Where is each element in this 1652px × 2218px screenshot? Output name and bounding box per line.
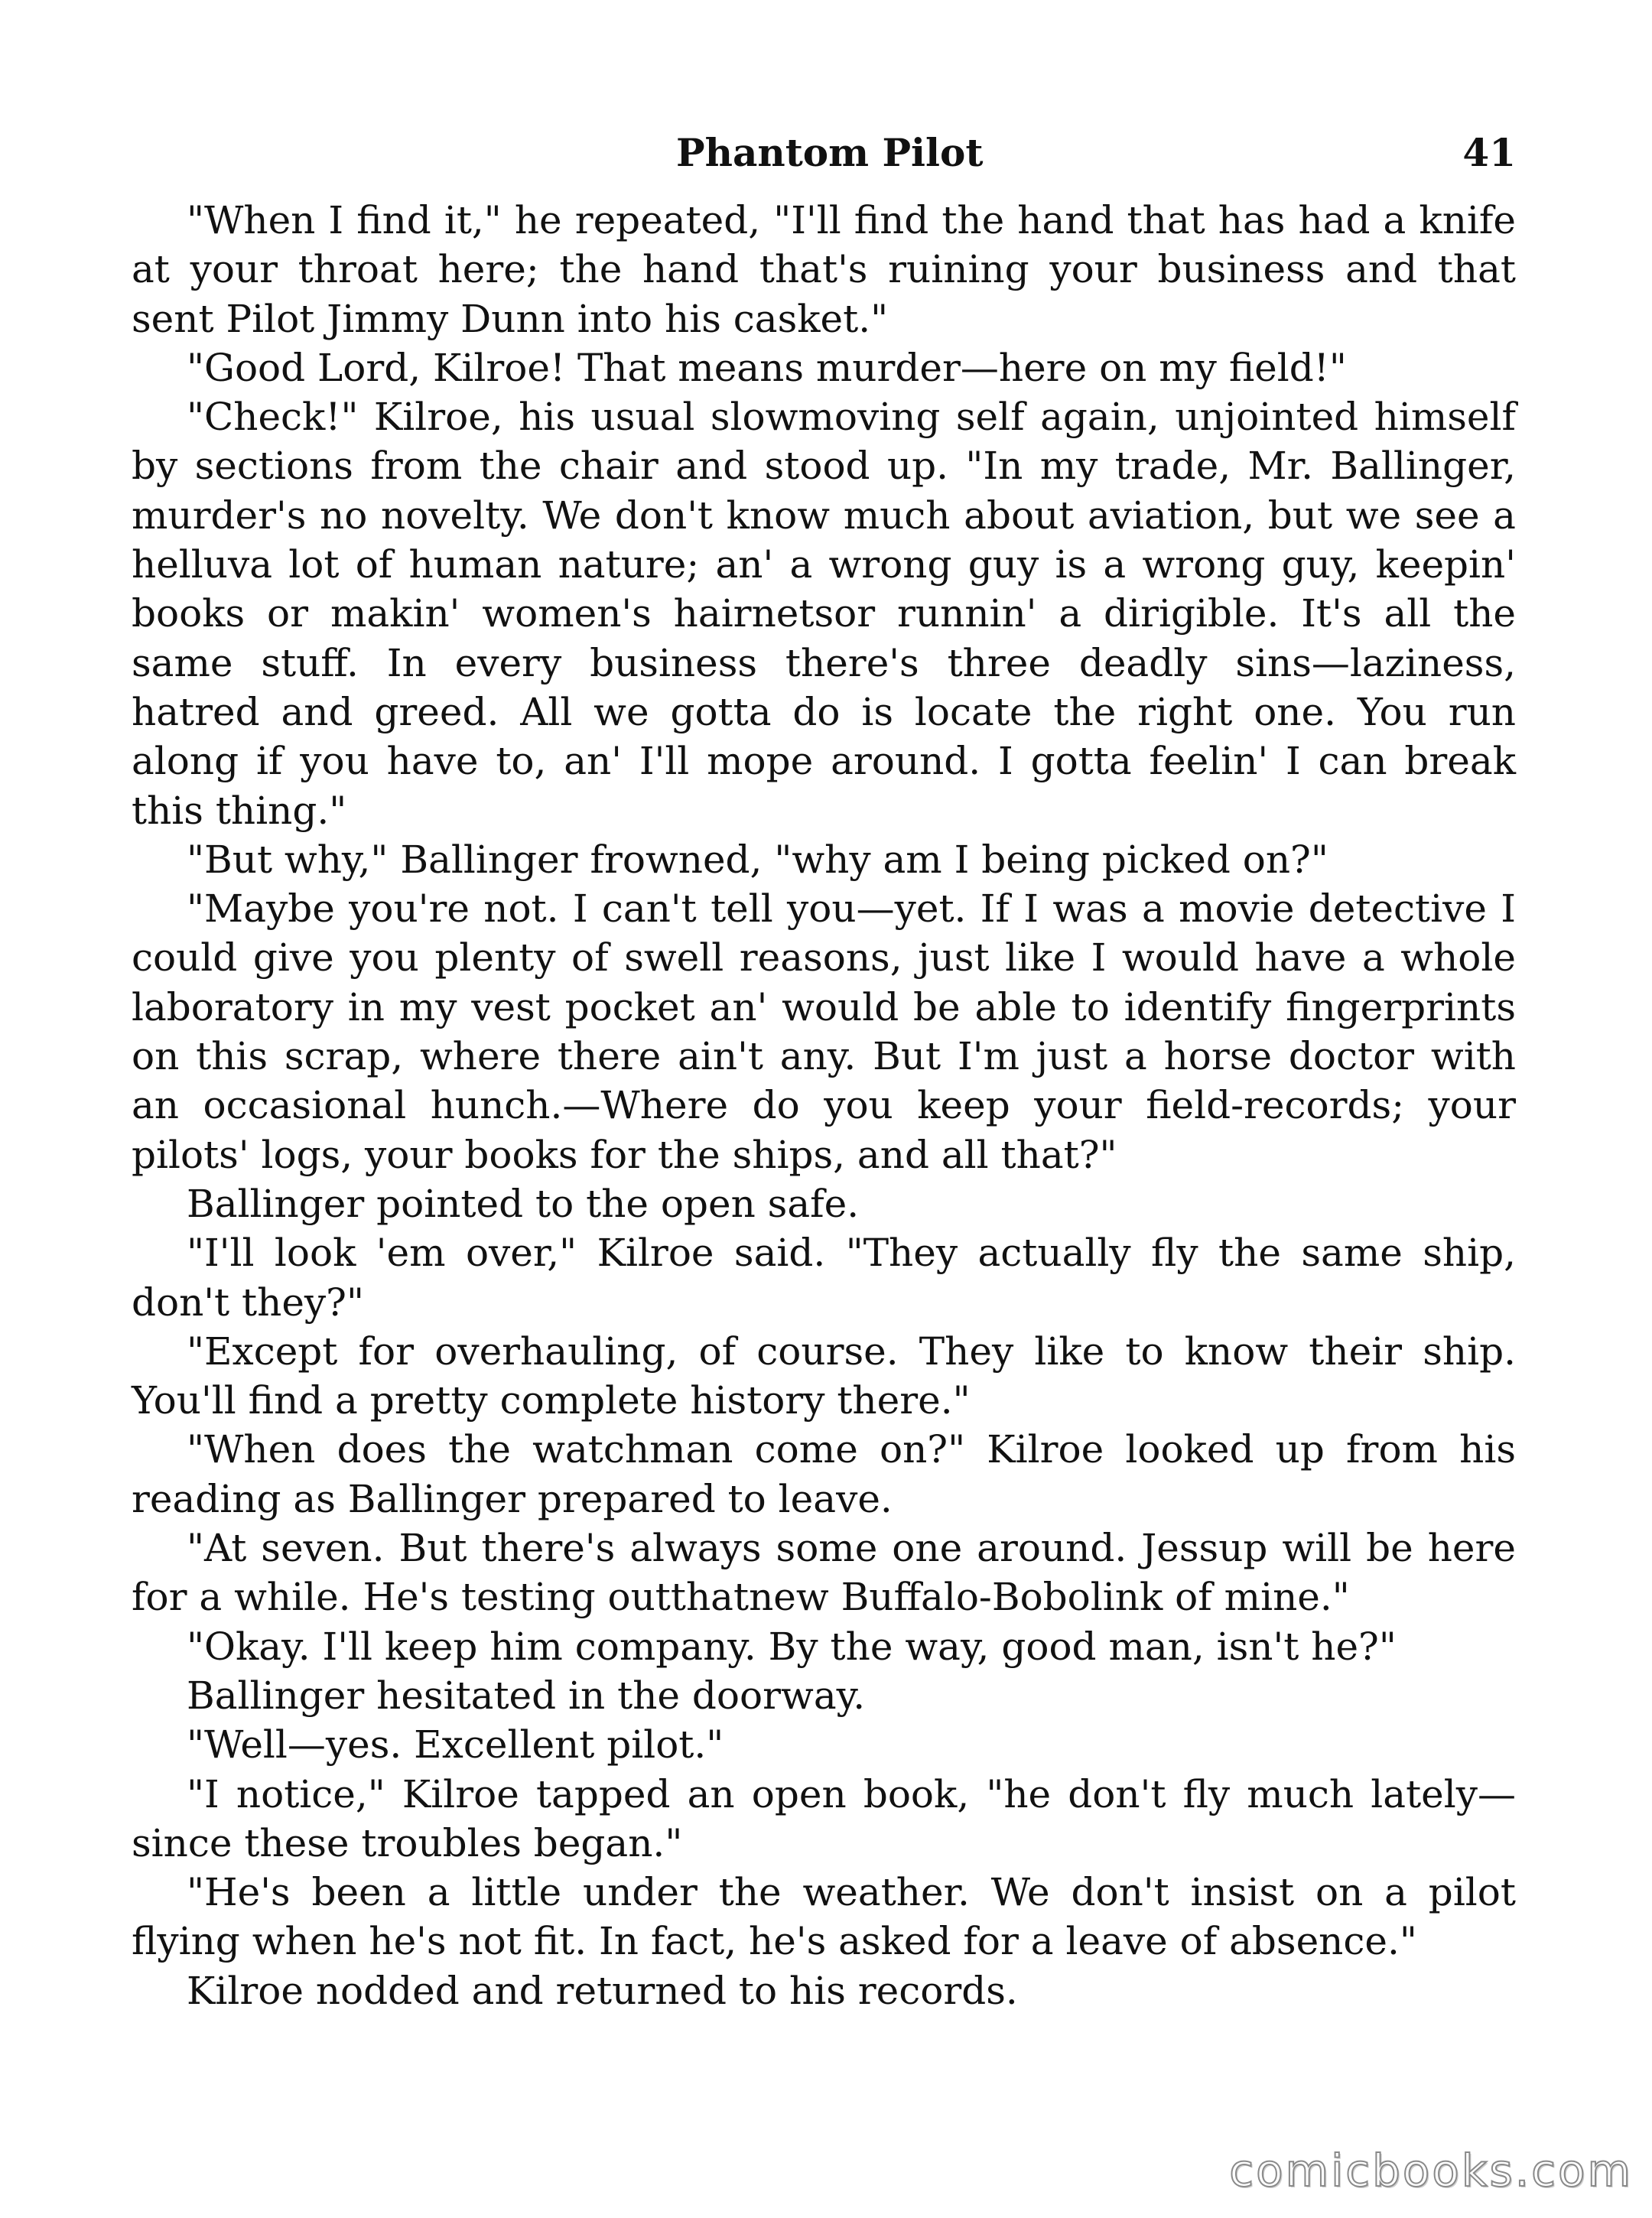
paragraph: "Check!" Kilroe, his usual slowmoving self again, unjointed himself by sections from the chair and stood up. "In my trade, Mr. Ballinger, murder's no novelty. We don't know much about aviation, but we see a helluva lot of human nature; an' a wrong guy is a wrong guy, keepin' books or makin' women's hairnetsor runnin' a dirigible. It's all the same stuff. In every business there's three deadly sins—laziness, hatred and greed. All we gotta do is locate the right one. You run along if you have to, an' I'll mope around. I gotta feelin' I can break this thing." xyxy=(132,395,1516,833)
paragraph: "But why," Ballinger frowned, "why am I being picked on?" xyxy=(187,837,1328,882)
paragraph: "I notice," Kilroe tapped an open book, "he don't fly much lately—since these troubles began." xyxy=(132,1771,1516,1865)
paragraph: "I'll look 'em over," Kilroe said. "They actually fly the same ship, don't they?" xyxy=(132,1231,1516,1325)
site-watermark: comicbooks.com xyxy=(1229,2145,1633,2197)
paragraph: "At seven. But there's always some one around. Jessup will be here for a while. He's testing outthatnew Buffalo-Bobolink of mine." xyxy=(132,1526,1516,1620)
paragraph: Ballinger pointed to the open safe. xyxy=(187,1181,860,1226)
paragraph: "He's been a little under the weather. We don't insist on a pilot flying when he's not fit. In fact, he's asked for a leave of absence." xyxy=(132,1870,1516,1964)
paragraph: Ballinger hesitated in the doorway. xyxy=(187,1673,866,1718)
running-title: Phantom Pilot xyxy=(676,130,984,175)
paragraph: "Maybe you're not. I can't tell you—yet. If I was a movie detective I could give you plenty of swell reasons, just like I would have a whole laboratory in my vest pocket an' would be able to identify fingerprints on this scrap, where there ain't any. But I'm just a horse doctor with an occasional hunch.—Where do you keep your field-records; your pilots' logs, your books for the ships, and all that?" xyxy=(132,886,1516,1177)
paragraph: Kilroe nodded and returned to his records. xyxy=(187,1968,1018,2013)
paragraph: "Okay. I'll keep him company. By the way, good man, isn't he?" xyxy=(187,1624,1397,1669)
paragraph: "Except for overhauling, of course. They like to know their ship. You'll find a pretty complete history there." xyxy=(132,1329,1516,1423)
page-number: 41 xyxy=(1462,130,1516,175)
paragraph: "Good Lord, Kilroe! That means murder—here on my field!" xyxy=(187,345,1347,390)
paragraph: "When does the watchman come on?" Kilroe looked up from his reading as Ballinger prepared to leave. xyxy=(132,1427,1516,1521)
book-page xyxy=(132,115,1516,2015)
paragraph: "Well—yes. Excellent pilot." xyxy=(187,1722,724,1768)
running-header xyxy=(132,115,1516,191)
body-text xyxy=(132,196,1516,2015)
paragraph: "When I find it," he repeated, "I'll find the hand that has had a knife at your throat here; the hand that's ruining your business and that sent Pilot Jimmy Dunn into his casket." xyxy=(132,198,1516,341)
